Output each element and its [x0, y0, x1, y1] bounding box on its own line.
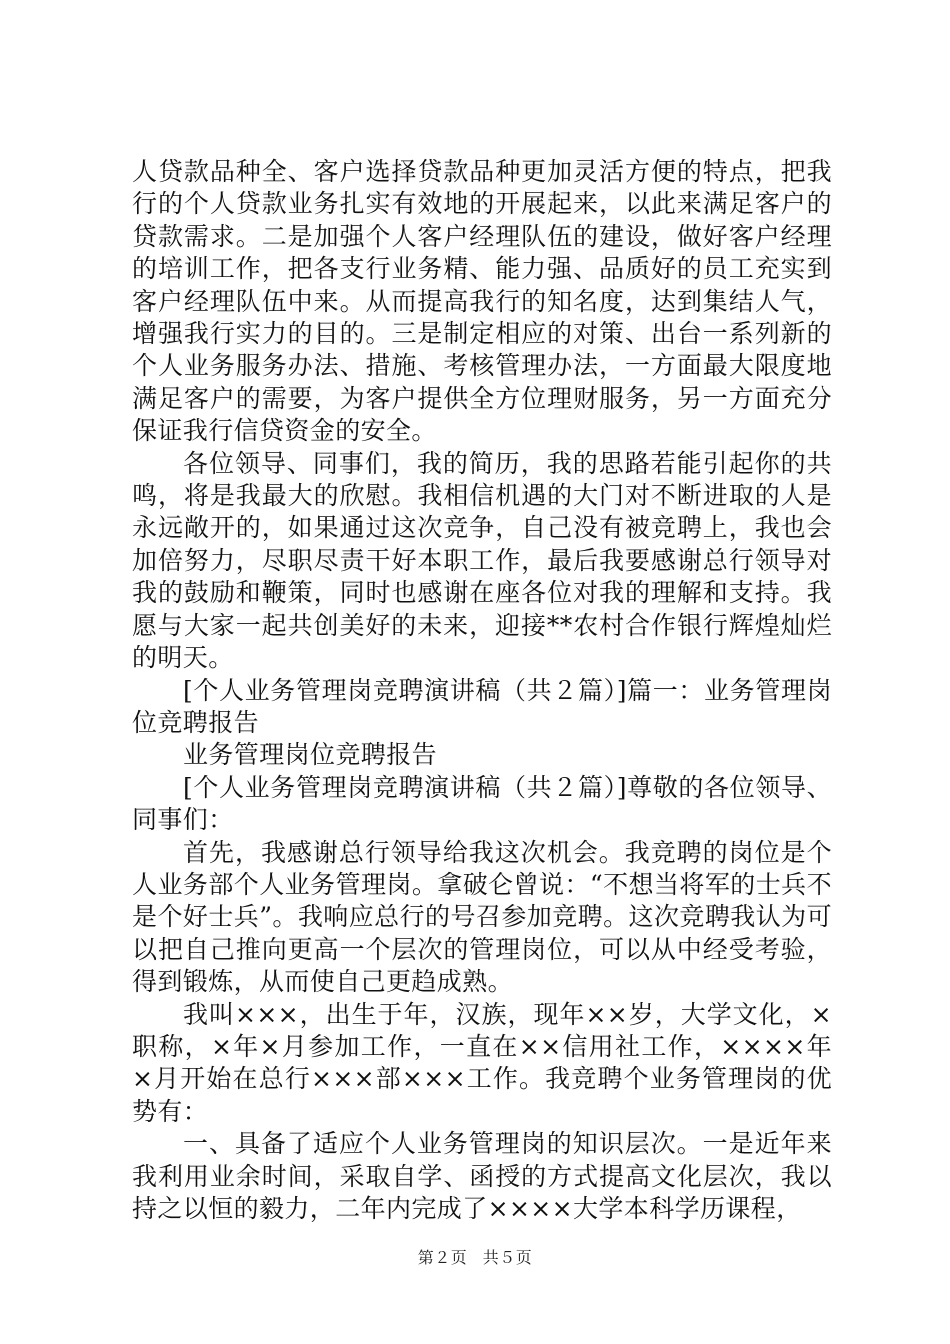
page-number: 第２页 — [417, 1248, 468, 1267]
paragraph-article-heading: [个人业务管理岗竞聘演讲稿（共２篇）]篇一：业务管理岗位竞聘报告 — [132, 675, 832, 737]
page-footer — [0, 1245, 950, 1268]
paragraph-closing-remarks: 各位领导、同事们，我的简历，我的思路若能引起你的共鸣，将是我最大的欣慰。我相信机遇的大门对不断进取的人是永远敞开的，如果通过这次竞争，自己没有被竞聘上，我也会加倍努力，尽职尽责干好本职工作，最后我要感谢总行领导对我的鼓励和鞭策，同时也感谢在座各位对我的理解和支持。我愿与大家一起共创美好的未来，迎接**农村合作银行辉煌灿烂的明天。 — [132, 448, 832, 673]
paragraph-self-introduction: 我叫×××，出生于年，汉族，现年××岁，大学文化，×职称，×年×月参加工作，一直在××信用社工作，××××年×月开始在总行×××部×××工作。我竞聘个业务管理岗的优势有： — [132, 999, 832, 1126]
paragraph-advantage-one: 一、具备了适应个人业务管理岗的知识层次。一是近年来我利用业余时间，采取自学、函授的方式提高文化层次，我以持之以恒的毅力，二年内完成了××××大学本科学历课程， — [132, 1129, 832, 1223]
paragraph-continuation: 人贷款品种全、客户选择贷款品种更加灵活方便的特点，把我行的个人贷款业务扎实有效地的开展起来，以此来满足客户的贷款需求。二是加强个人客户经理队伍的建设，做好客户经理的培训工作，把各支行业务精、能力强、品质好的员工充实到客户经理队伍中来。从而提高我行的知名度，达到集结人气，增强我行实力的目的。三是制定相应的对策、出台一系列新的个人业务服务办法、措施、考核管理办法，一方面最大限度地满足客户的需要，为客户提供全方位理财服务，另一方面充分保证我行信贷资金的安全。 — [132, 157, 832, 446]
paragraph-opening: 首先，我感谢总行领导给我这次机会。我竞聘的岗位是个人业务部个人业务管理岗。拿破仑曾说：“不想当将军的士兵不是个好士兵”。我响应总行的号召参加竞聘。这次竞聘我认为可以把自己推向更高一个层次的管理岗位，可以从中经受考验，得到锻炼，从而使自己更趋成熟。 — [132, 837, 832, 997]
document-body — [132, 156, 832, 1225]
paragraph-salutation: [个人业务管理岗竞聘演讲稿（共２篇）]尊敬的各位领导、同事们： — [132, 772, 832, 835]
paragraph-report-title: 业务管理岗位竞聘报告 — [183, 740, 438, 770]
page-total: 共５页 — [482, 1248, 533, 1267]
